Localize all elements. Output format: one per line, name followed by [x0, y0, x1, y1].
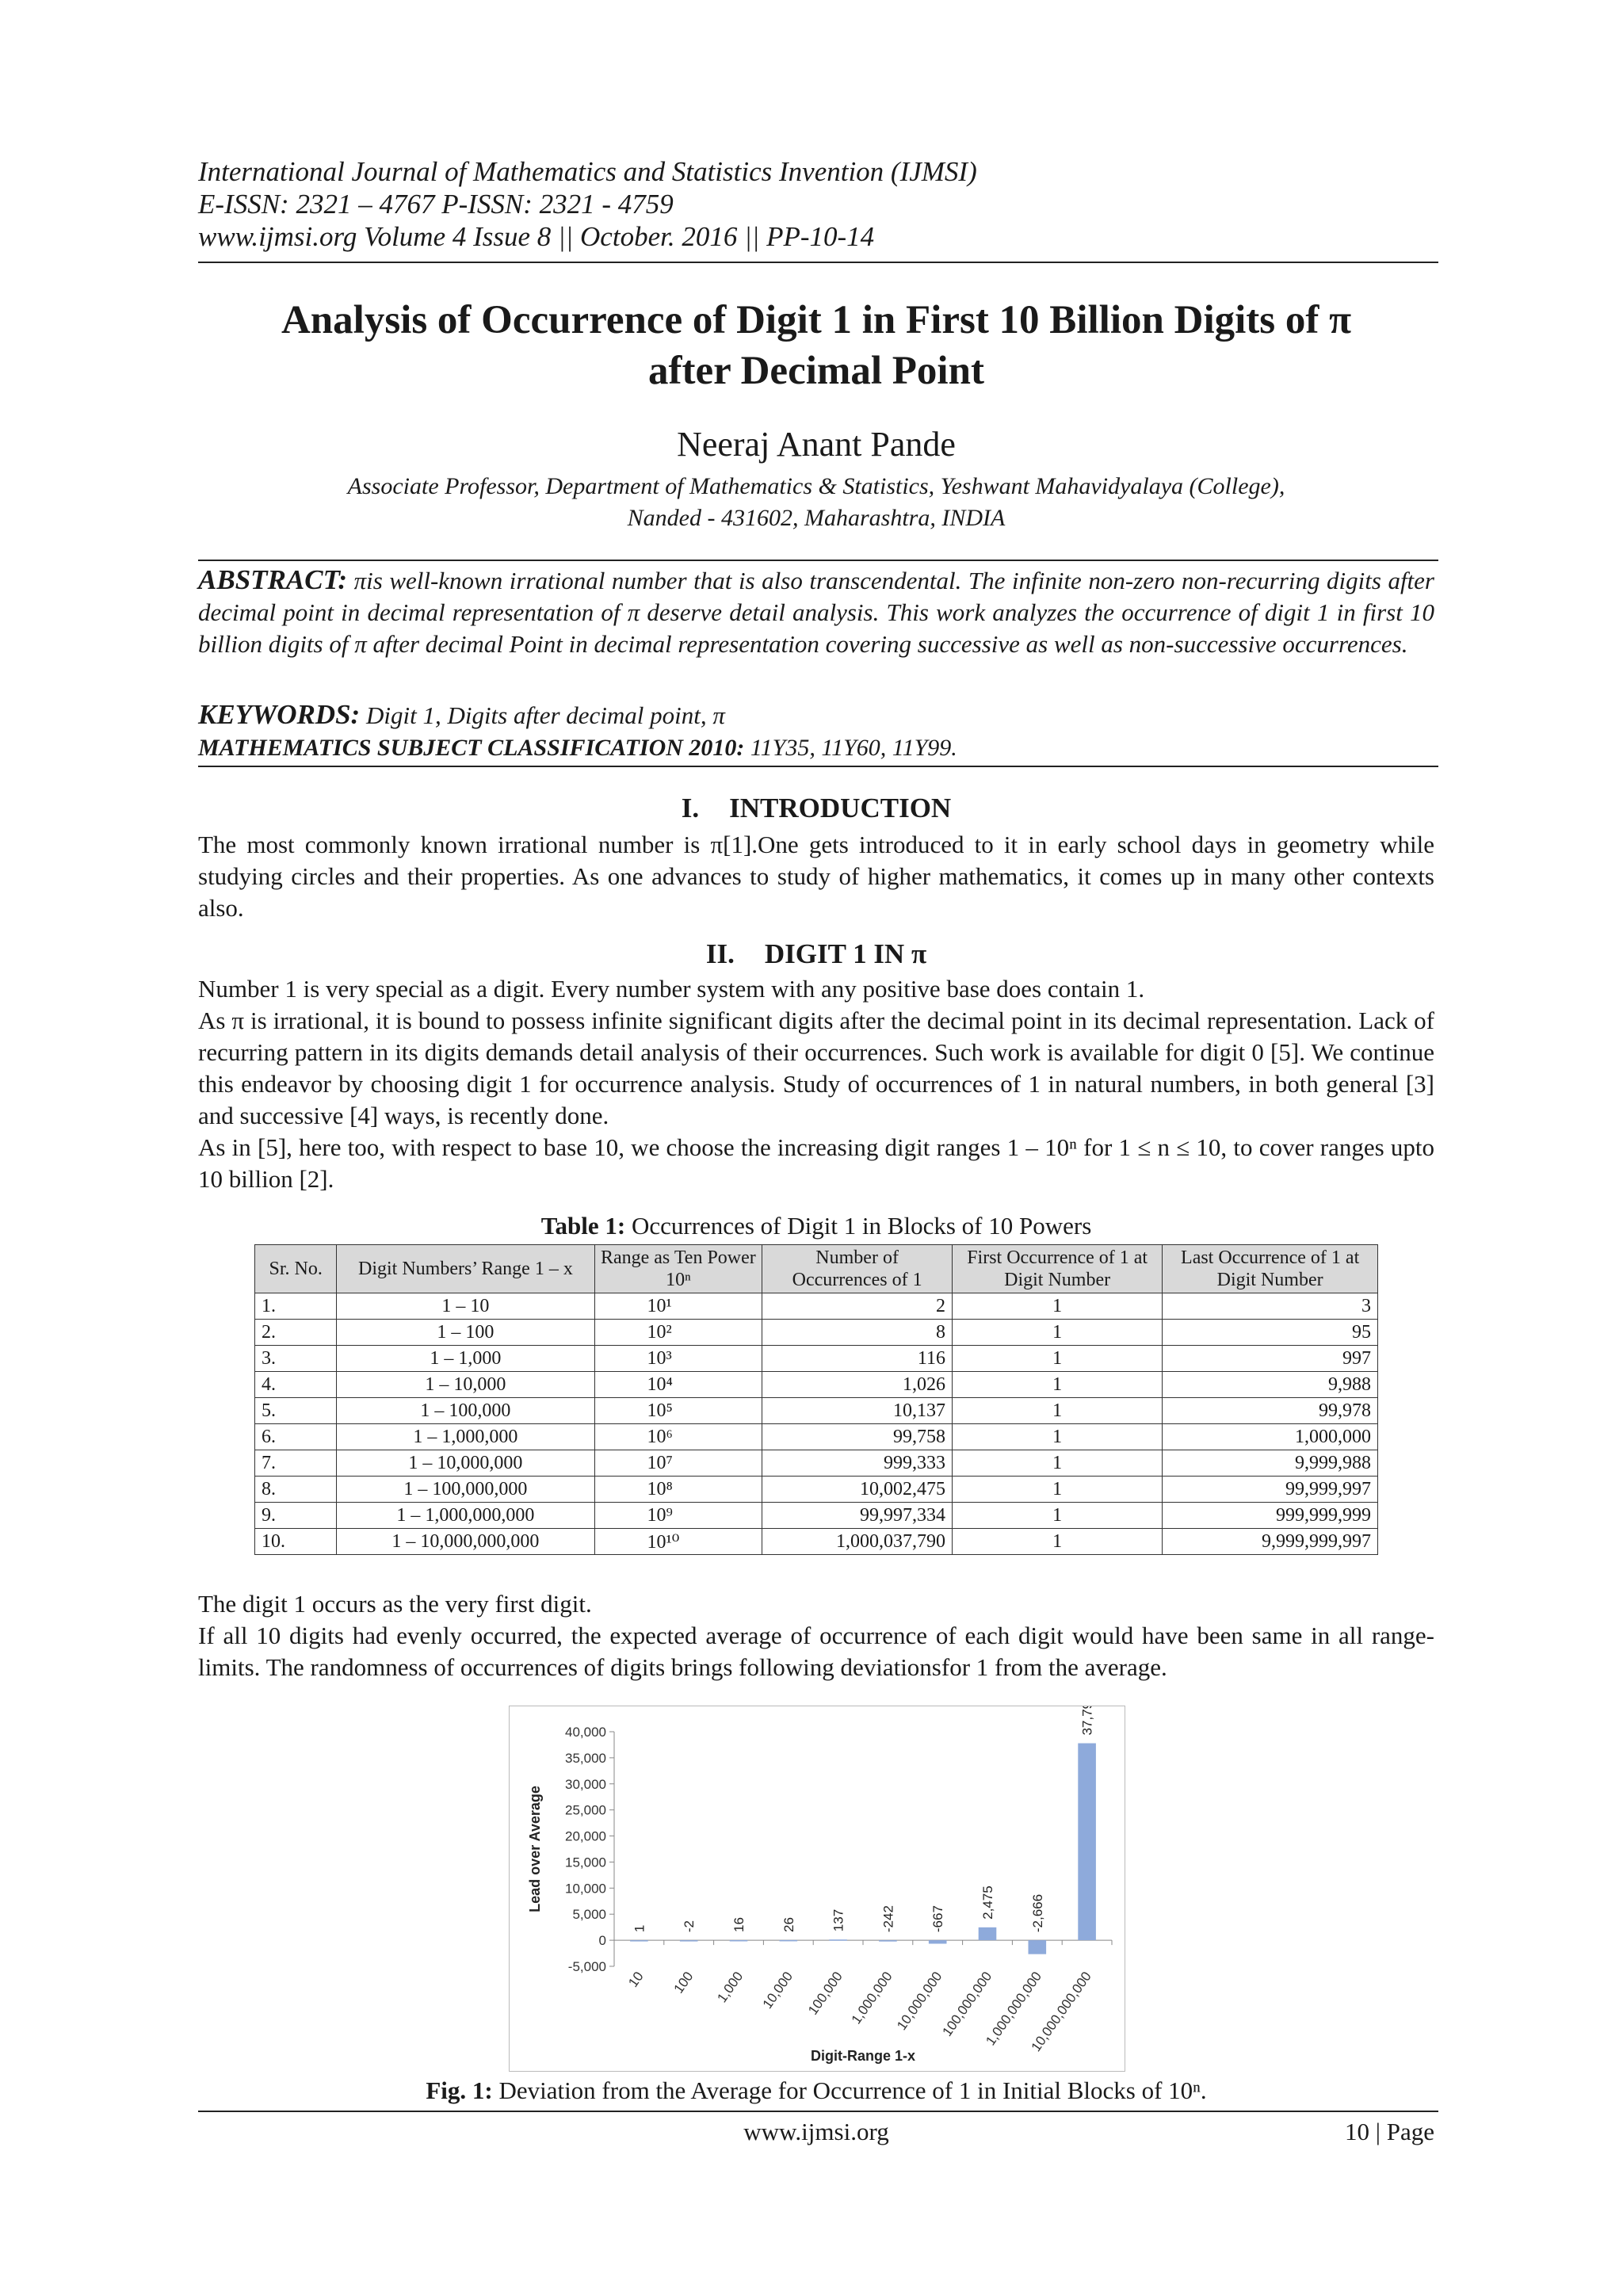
table-cell: 10⁴ [594, 1372, 762, 1398]
table-row [255, 1320, 1378, 1346]
y-tick-label: -5,000 [567, 1959, 606, 1974]
y-tick-label: 20,000 [565, 1828, 606, 1844]
table-cell: 95 [1163, 1320, 1378, 1346]
table-header-cell: First Occurrence of 1 at Digit Number [953, 1245, 1163, 1293]
section-2-paragraph-2: As π is irrational, it is bound to possess infinite significant digits after the decimal point in its decimal representation. Lack of recurring pattern in its digits demands detail analysis of their occurrences. Such work is available for digit 0 [5]. We continue this endeavor by choosing digit 1 for occurrence analysis. Study of occurrences of 1 in natural numbers, in both general [3] and successive [4] ways, is recently done. [198, 1007, 1434, 1129]
table-cell: 10¹ [594, 1293, 762, 1320]
table-cell: 116 [762, 1346, 953, 1372]
table-cell: 999,333 [762, 1450, 953, 1477]
footer-site: www.ijmsi.org [743, 2118, 889, 2145]
table-cell: 3. [255, 1346, 337, 1372]
table-row [255, 1424, 1378, 1450]
table-cell: 9,999,999,997 [1163, 1529, 1378, 1555]
after-table-paragraph-2: If all 10 digits had evenly occurred, the expected average of occurrence of each digit would have been same in all range-limits. The randomness of occurrences of digits brings following deviationsfor 1 from the average. [198, 1622, 1434, 1681]
table-cell: 1 – 100,000,000 [337, 1477, 594, 1503]
keywords-label: KEYWORDS: [198, 699, 361, 730]
table-row [255, 1529, 1378, 1555]
table-cell: 8. [255, 1477, 337, 1503]
section-2-paragraph-3: As in [5], here too, with respect to base 10, we choose the increasing digit ranges 1 – 10ⁿ for 1 ≤ n ≤ 10, to cover ranges upto 10 billion [2]. [198, 1133, 1434, 1193]
table-cell: 1 [953, 1503, 1163, 1529]
table-cell: 1 – 1,000,000 [337, 1424, 594, 1450]
abstract-text: πis well-known irrational number that is also transcendental. The infinite non-zero non-recurring digits after decimal point in decimal representation of π deserve detail analysis. This work analyzes the occurrence of digit 1 in first 10 billion digits of π after decimal Point in decimal representation covering successive as well as non-successive occurrences. [198, 567, 1434, 658]
table-cell: 1 – 10,000,000 [337, 1450, 594, 1477]
table-row [255, 1372, 1378, 1398]
chart-bar [879, 1940, 897, 1942]
table-cell: 99,999,997 [1163, 1477, 1378, 1503]
x-tick-label: 10 [625, 1969, 647, 1990]
section-heading-digit-1: II. DIGIT 1 IN π [705, 938, 927, 969]
x-tick-label: 10,000,000 [894, 1969, 945, 2033]
y-axis-title: Lead over Average [527, 1786, 543, 1912]
author-name: Neeraj Anant Pande [677, 425, 956, 464]
table-cell: 10⁸ [594, 1477, 762, 1503]
table-header-cell: Range as Ten Power 10ⁿ [594, 1245, 762, 1293]
table-cell: 2. [255, 1320, 337, 1346]
journal-header [198, 155, 977, 253]
table-cell: 10³ [594, 1346, 762, 1372]
table-cell: 2 [762, 1293, 953, 1320]
table-row [255, 1346, 1378, 1372]
y-tick-label: 25,000 [565, 1802, 606, 1818]
chart-bar [1028, 1940, 1046, 1954]
chart-bar [779, 1940, 797, 1942]
table-cell: 99,978 [1163, 1398, 1378, 1424]
table-row [255, 1477, 1378, 1503]
chart-svg [510, 1706, 1125, 2071]
keywords-text: Digit 1, Digits after decimal point, π [360, 701, 725, 729]
table-cell: 99,758 [762, 1424, 953, 1450]
table-cell: 1 – 10,000,000,000 [337, 1529, 594, 1555]
abstract-label: ABSTRACT: [198, 564, 348, 595]
table-cell: 1 – 100,000 [337, 1398, 594, 1424]
x-tick-label: 1,000,000 [848, 1969, 896, 2027]
after-table-paragraph-1: The digit 1 occurs as the very first digit. [198, 1590, 592, 1618]
x-tick-label: 100,000 [805, 1969, 846, 2018]
chart-bar [630, 1940, 648, 1942]
table-1-caption: Table 1: Occurrences of Digit 1 in Blocks of 10 Powers [540, 1212, 1092, 1240]
table-cell: 1. [255, 1293, 337, 1320]
table-cell: 1,026 [762, 1372, 953, 1398]
x-tick-label: 1,000,000,000 [983, 1969, 1045, 2049]
table-cell: 1 – 10,000 [337, 1372, 594, 1398]
table-header-row [255, 1245, 1378, 1293]
journal-volume: www.ijmsi.org Volume 4 Issue 8 || October. 2016 || PP-10-14 [198, 221, 875, 252]
data-label: 37,790 [1079, 1706, 1095, 1736]
figure-1-caption: Fig. 1: Deviation from the Average for Occurrence of 1 in Initial Blocks of 10ⁿ. [426, 2076, 1207, 2104]
table-header-cell: Digit Numbers’ Range 1 – x [337, 1245, 594, 1293]
table-header-cell: Sr. No. [255, 1245, 337, 1293]
table-cell: 6. [255, 1424, 337, 1450]
section-2-body [198, 973, 1434, 1195]
data-label: 16 [731, 1917, 747, 1933]
table-header-cell: Number of Occurrences of 1 [762, 1245, 953, 1293]
journal-name: International Journal of Mathematics and Statistics Invention (IJMSI) [198, 156, 977, 187]
table-body [255, 1293, 1378, 1555]
after-table-text [198, 1588, 1434, 1683]
y-tick-label: 10,000 [565, 1881, 606, 1897]
x-tick-label: 100,000,000 [939, 1969, 995, 2039]
y-tick-label: 15,000 [565, 1855, 606, 1870]
table-row [255, 1398, 1378, 1424]
table-cell: 997 [1163, 1346, 1378, 1372]
table-cell: 5. [255, 1398, 337, 1424]
chart-bar [929, 1940, 947, 1943]
table-cell: 999,999,999 [1163, 1503, 1378, 1529]
y-tick-label: 35,000 [565, 1750, 606, 1766]
table-cell: 1 [953, 1346, 1163, 1372]
table-header-cell: Last Occurrence of 1 at Digit Number [1163, 1245, 1378, 1293]
table-row [255, 1293, 1378, 1320]
deviation-bar-chart [509, 1706, 1125, 2072]
chart-bar [680, 1940, 698, 1942]
y-tick-label: 5,000 [572, 1907, 606, 1923]
header-rule [198, 262, 1438, 263]
paper-title: Analysis of Occurrence of Digit 1 in First 10 Billion Digits of π after Decimal Point [281, 298, 1352, 393]
table-cell: 1 – 1,000,000,000 [337, 1503, 594, 1529]
table-cell: 9,999,988 [1163, 1450, 1378, 1477]
table-cell: 1 [953, 1424, 1163, 1450]
table-cell: 10⁷ [594, 1450, 762, 1477]
table-cell: 10. [255, 1529, 337, 1555]
occurrence-table [254, 1244, 1378, 1555]
table-cell: 8 [762, 1320, 953, 1346]
msc-classification [198, 732, 1434, 764]
data-label: -2 [682, 1920, 697, 1933]
x-tick-label: 1,000 [714, 1969, 747, 2006]
table-row [255, 1503, 1378, 1529]
x-tick-label: 10,000 [759, 1969, 796, 2011]
table-cell: 10² [594, 1320, 762, 1346]
chart-bar [829, 1939, 847, 1941]
data-label: 2,475 [980, 1885, 995, 1920]
table-cell: 1 – 1,000 [337, 1346, 594, 1372]
journal-issn: E-ISSN: 2321 – 4767 P-ISSN: 2321 - 4759 [198, 189, 674, 220]
table-cell: 7. [255, 1450, 337, 1477]
footer-page-number: 10 | Page [1345, 2118, 1434, 2145]
msc-label: MATHEMATICS SUBJECT CLASSIFICATION 2010: [198, 735, 745, 761]
table-cell: 1,000,037,790 [762, 1529, 953, 1555]
chart-bar [730, 1940, 748, 1942]
chart-bar [1078, 1744, 1096, 1941]
data-label: -667 [930, 1905, 946, 1933]
x-tick-label: 100 [670, 1969, 697, 1996]
abstract-bottom-rule [198, 766, 1438, 767]
data-label: -2,666 [1029, 1893, 1045, 1933]
table-cell: 9,988 [1163, 1372, 1378, 1398]
y-tick-label: 40,000 [565, 1725, 606, 1740]
table-cell: 1,000,000 [1163, 1424, 1378, 1450]
table-cell: 1 [953, 1450, 1163, 1477]
table-cell: 99,997,334 [762, 1503, 953, 1529]
table-cell: 3 [1163, 1293, 1378, 1320]
table-cell: 1 – 10 [337, 1293, 594, 1320]
table-cell: 4. [255, 1372, 337, 1398]
chart-bar [979, 1927, 997, 1940]
table-cell: 1 [953, 1372, 1163, 1398]
table-cell: 10¹⁰ [594, 1529, 762, 1555]
x-axis-title: Digit-Range 1-x [810, 2048, 916, 2064]
data-label: 1 [632, 1924, 647, 1933]
section-heading-introduction: I. INTRODUCTION [681, 793, 952, 823]
table-cell: 1 – 100 [337, 1320, 594, 1346]
y-tick-label: 30,000 [565, 1776, 606, 1792]
table-cell: 10⁹ [594, 1503, 762, 1529]
abstract [198, 564, 1434, 660]
table-row [255, 1450, 1378, 1477]
x-tick-label: 10,000,000,000 [1028, 1969, 1094, 2055]
table-cell: 10⁶ [594, 1424, 762, 1450]
table-cell: 1 [953, 1477, 1163, 1503]
section-2-paragraph-1: Number 1 is very special as a digit. Every number system with any positive base does contain 1. [198, 975, 1145, 1003]
table-cell: 10⁵ [594, 1398, 762, 1424]
keywords [198, 699, 1434, 732]
table-cell: 1 [953, 1293, 1163, 1320]
table-cell: 1 [953, 1529, 1163, 1555]
abstract-top-rule [198, 560, 1438, 561]
data-label: 137 [831, 1908, 846, 1932]
table-cell: 1 [953, 1398, 1163, 1424]
y-tick-label: 0 [598, 1933, 606, 1949]
table-cell: 9. [255, 1503, 337, 1529]
table-cell: 10,137 [762, 1398, 953, 1424]
data-label: 26 [781, 1917, 796, 1932]
data-label: -242 [880, 1905, 896, 1933]
footer-rule [198, 2111, 1438, 2112]
table-cell: 1 [953, 1320, 1163, 1346]
table-cell: 10,002,475 [762, 1477, 953, 1503]
introduction-paragraph: The most commonly known irrational number is π[1].One gets introduced to it in early school days in geometry while studying circles and their properties. As one advances to study of higher mathematics, it comes up in many other contexts also. [198, 831, 1434, 922]
author-affiliation: Associate Professor, Department of Mathematics & Statistics, Yeshwant Mahavidyalaya (College), Nanded - 431602, Maharashtra, INDIA [347, 473, 1285, 531]
msc-text: 11Y35, 11Y60, 11Y99. [744, 735, 957, 761]
